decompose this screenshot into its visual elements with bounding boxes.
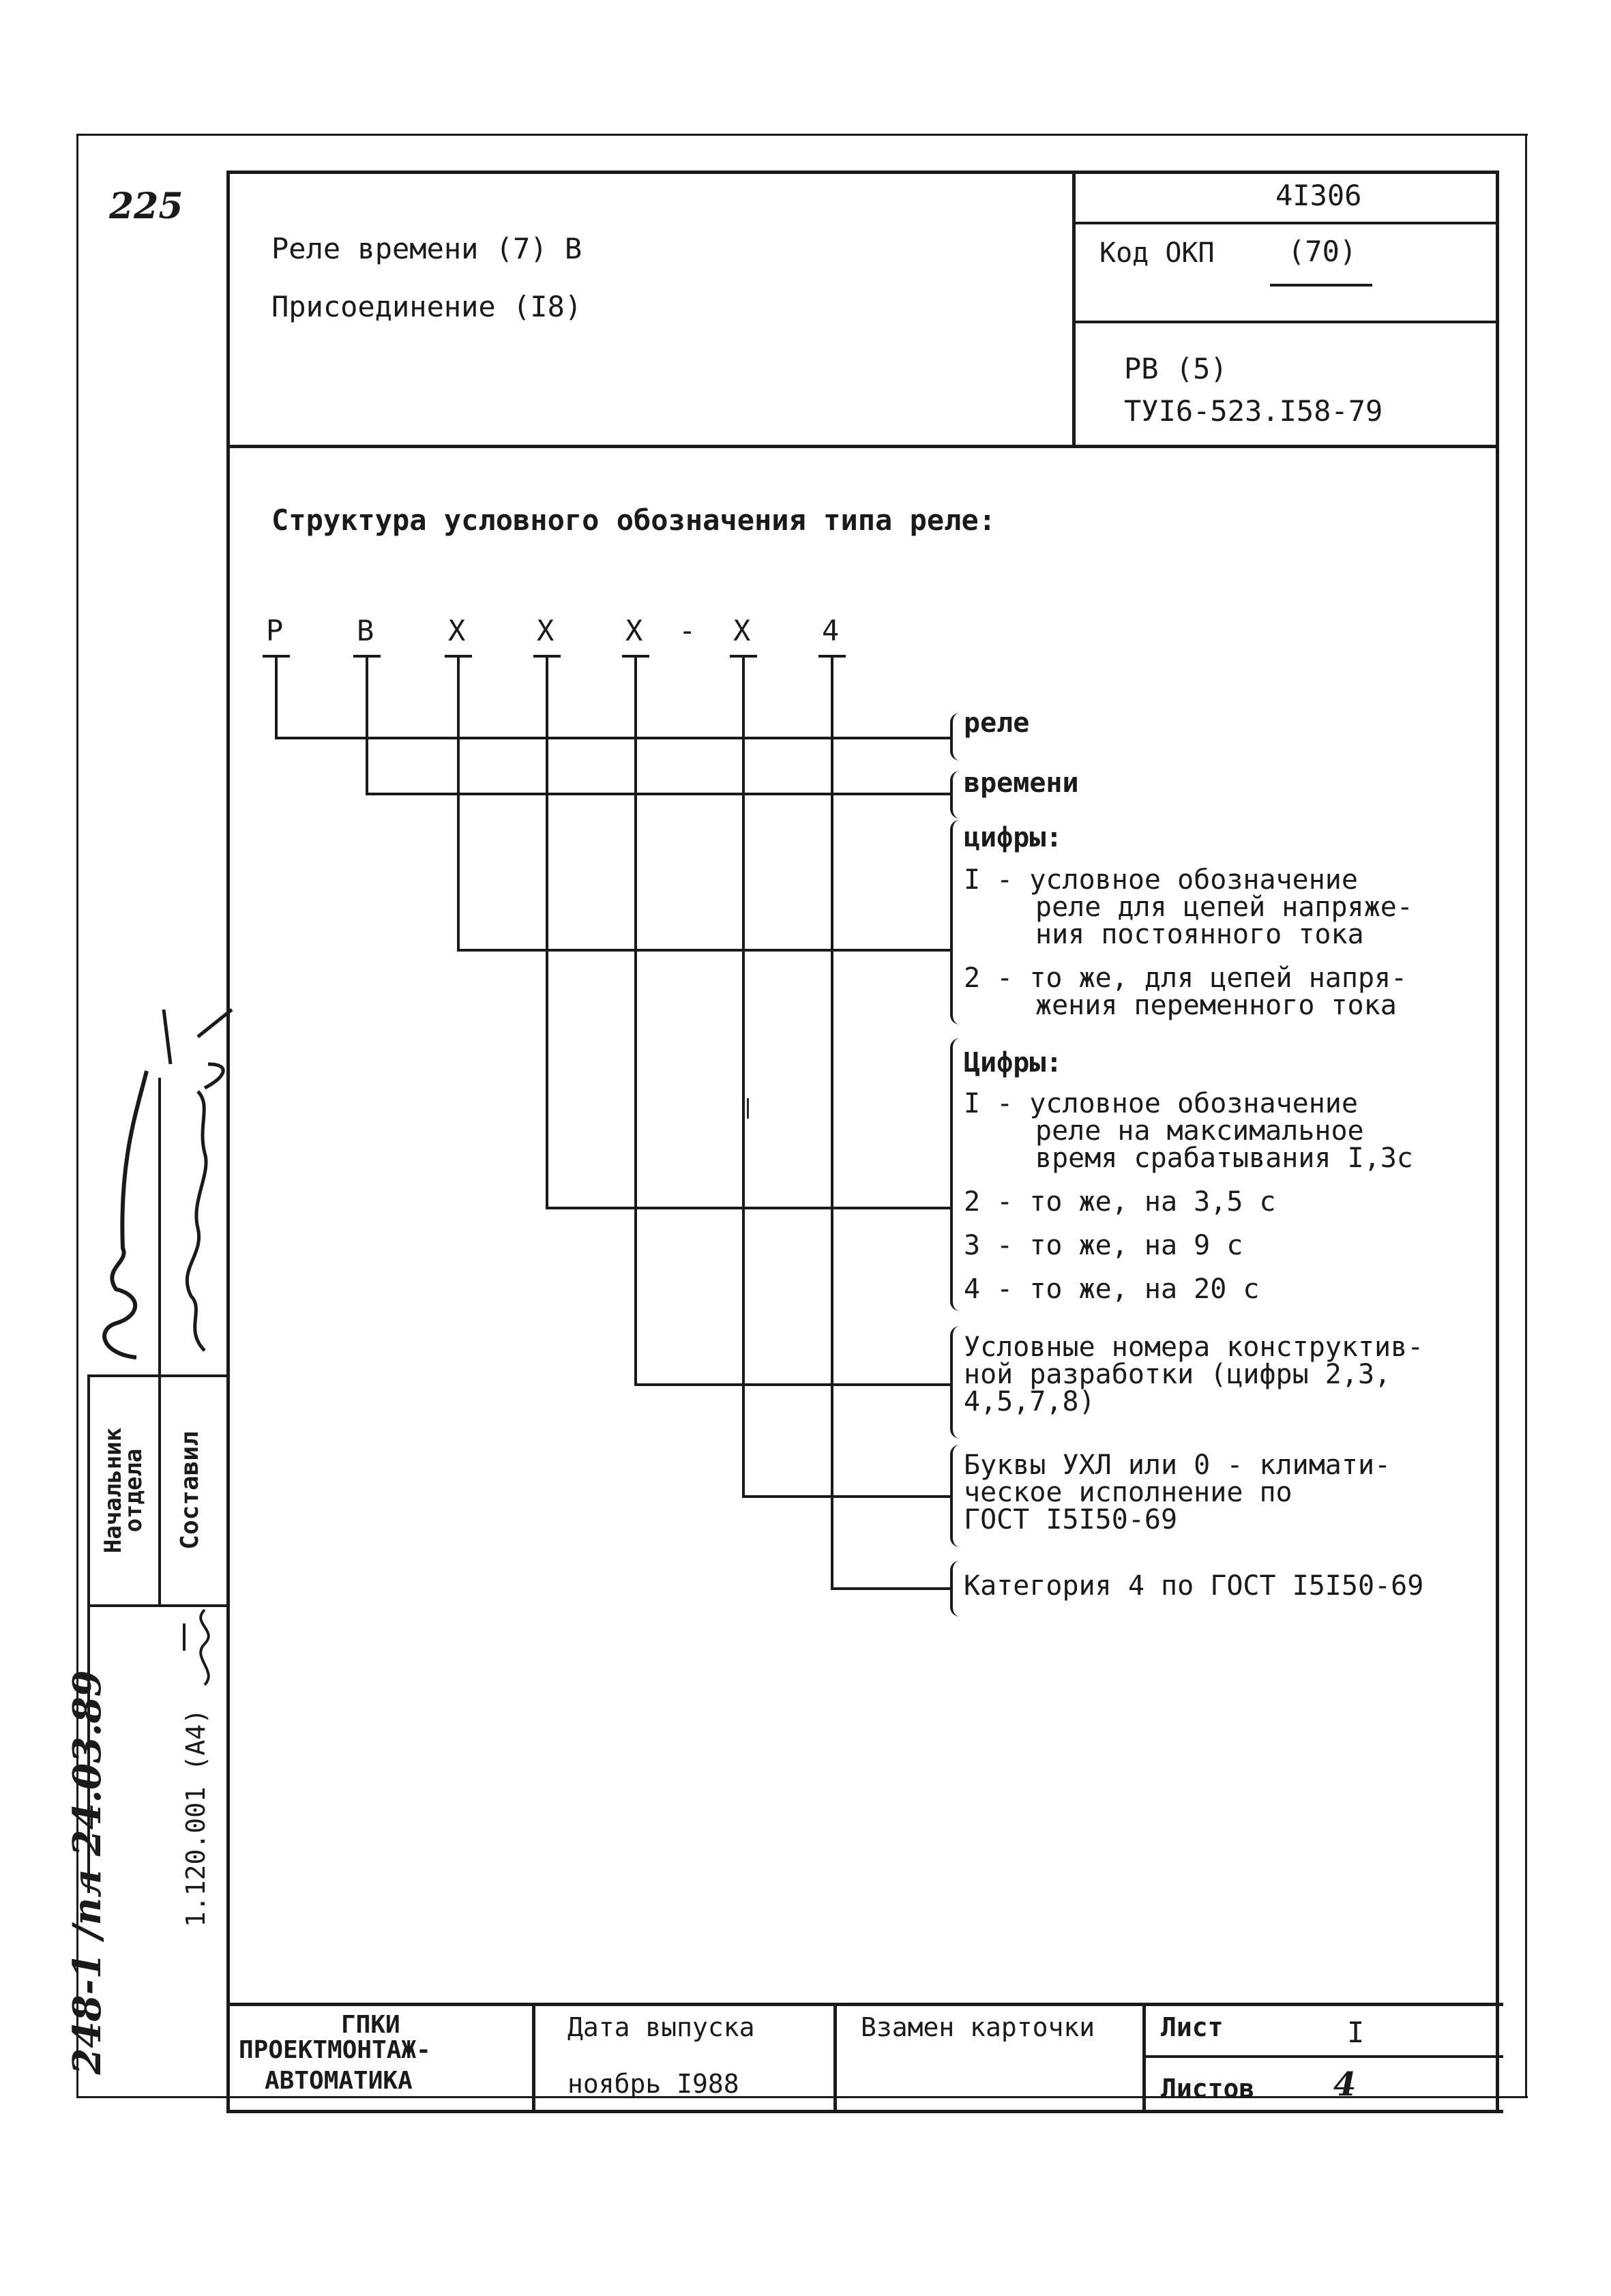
product-code: 4I306 [1275,179,1362,212]
group-time-item-1: I - условное обозначение [964,1088,1358,1119]
letter-r: Р [266,614,284,647]
group-category-line: Категория 4 по ГОСТ I5I50-69 [964,1570,1424,1602]
sheets-count: 4 [1333,2065,1357,2104]
group-rele-line: реле [964,707,1030,739]
doc-code-text: 1.120.001 (А4) [181,1708,211,1928]
group-time-item-1-cont1: реле на максимальное [1035,1115,1364,1147]
group-voltage-item-1-cont2: ния постоянного тока [1035,919,1364,950]
margin-page-number: 225 [109,186,183,227]
letter-x3: Х [625,614,643,647]
group-voltage-item-1: I - условное обозначение [964,864,1358,896]
org-line1: ГПКИ [341,2011,400,2039]
header-title-line1: Реле времени (7) В [271,232,582,265]
designation: РВ (5) [1124,352,1228,385]
structure-heading: Структура условного обозначения типа реле: [271,503,996,537]
technical-spec: ТУI6-523.I58-79 [1124,394,1383,428]
letter-x4: Х [733,614,751,647]
group-voltage-item-1-cont1: реле для цепей напряже- [1035,892,1413,923]
org-line2: ПРОЕКТМОНТАЖ- [239,2036,431,2064]
group-time-item-2: 2 - то же, на 3,5 с [964,1186,1276,1218]
letter-v: В [357,614,374,647]
group-climate-line3: ГОСТ I5I50-69 [964,1504,1178,1535]
header-title-line2: Присоединение (I8) [271,290,582,323]
group-time-item-3: 3 - то же, на 9 с [964,1230,1243,1261]
issue-date-value: ноябрь I988 [567,2069,739,2099]
sheet-number: I [1347,2016,1365,2049]
sheet-label: Лист [1161,2012,1224,2042]
letter-x1: Х [448,614,466,647]
handwritten-registration-text: 248-1 /пл 24.03.89 [65,1670,110,2075]
signature-small [201,1610,209,1685]
group-design-line2: ной разработки (цифры 2,3, [964,1359,1391,1390]
head-of-department-text: Начальник отдела [100,1427,147,1554]
okp-value: (70) [1288,235,1357,268]
compiled-by-text: Составил [176,1431,204,1550]
group-design-line1: Условные номера конструктив- [964,1331,1424,1363]
signature-compiler [164,1010,232,1351]
letter-4: 4 [822,614,840,647]
group-voltage-item-2-cont: жения переменного тока [1035,990,1397,1021]
group-time-item-4: 4 - то же, на 20 с [964,1274,1260,1305]
letter-dash: - [679,614,696,647]
group-vremeni-line: времени [964,767,1079,799]
org-line3: АВТОМАТИКА [265,2067,413,2095]
issue-date-label: Дата выпуска [567,2012,755,2042]
okp-label: Код ОКП [1099,237,1215,269]
signature-head [104,1071,147,1357]
sheets-label: Листов [1161,2074,1255,2104]
replaces-label: Взамен карточки [861,2012,1095,2042]
group-time-item-1-cont2: время срабатывания I,3с [1035,1143,1413,1174]
group-climate-line2: ческое исполнение по [964,1477,1292,1508]
letter-x2: Х [537,614,555,647]
group-voltage-item-2: 2 - то же, для цепей напря- [964,962,1408,994]
group-design-line3: 4,5,7,8) [964,1386,1095,1417]
group-voltage-heading: цифры: [964,822,1063,853]
group-climate-line1: Буквы УХЛ или 0 - климати- [964,1449,1391,1481]
group-time-heading: Цифры: [964,1047,1063,1078]
